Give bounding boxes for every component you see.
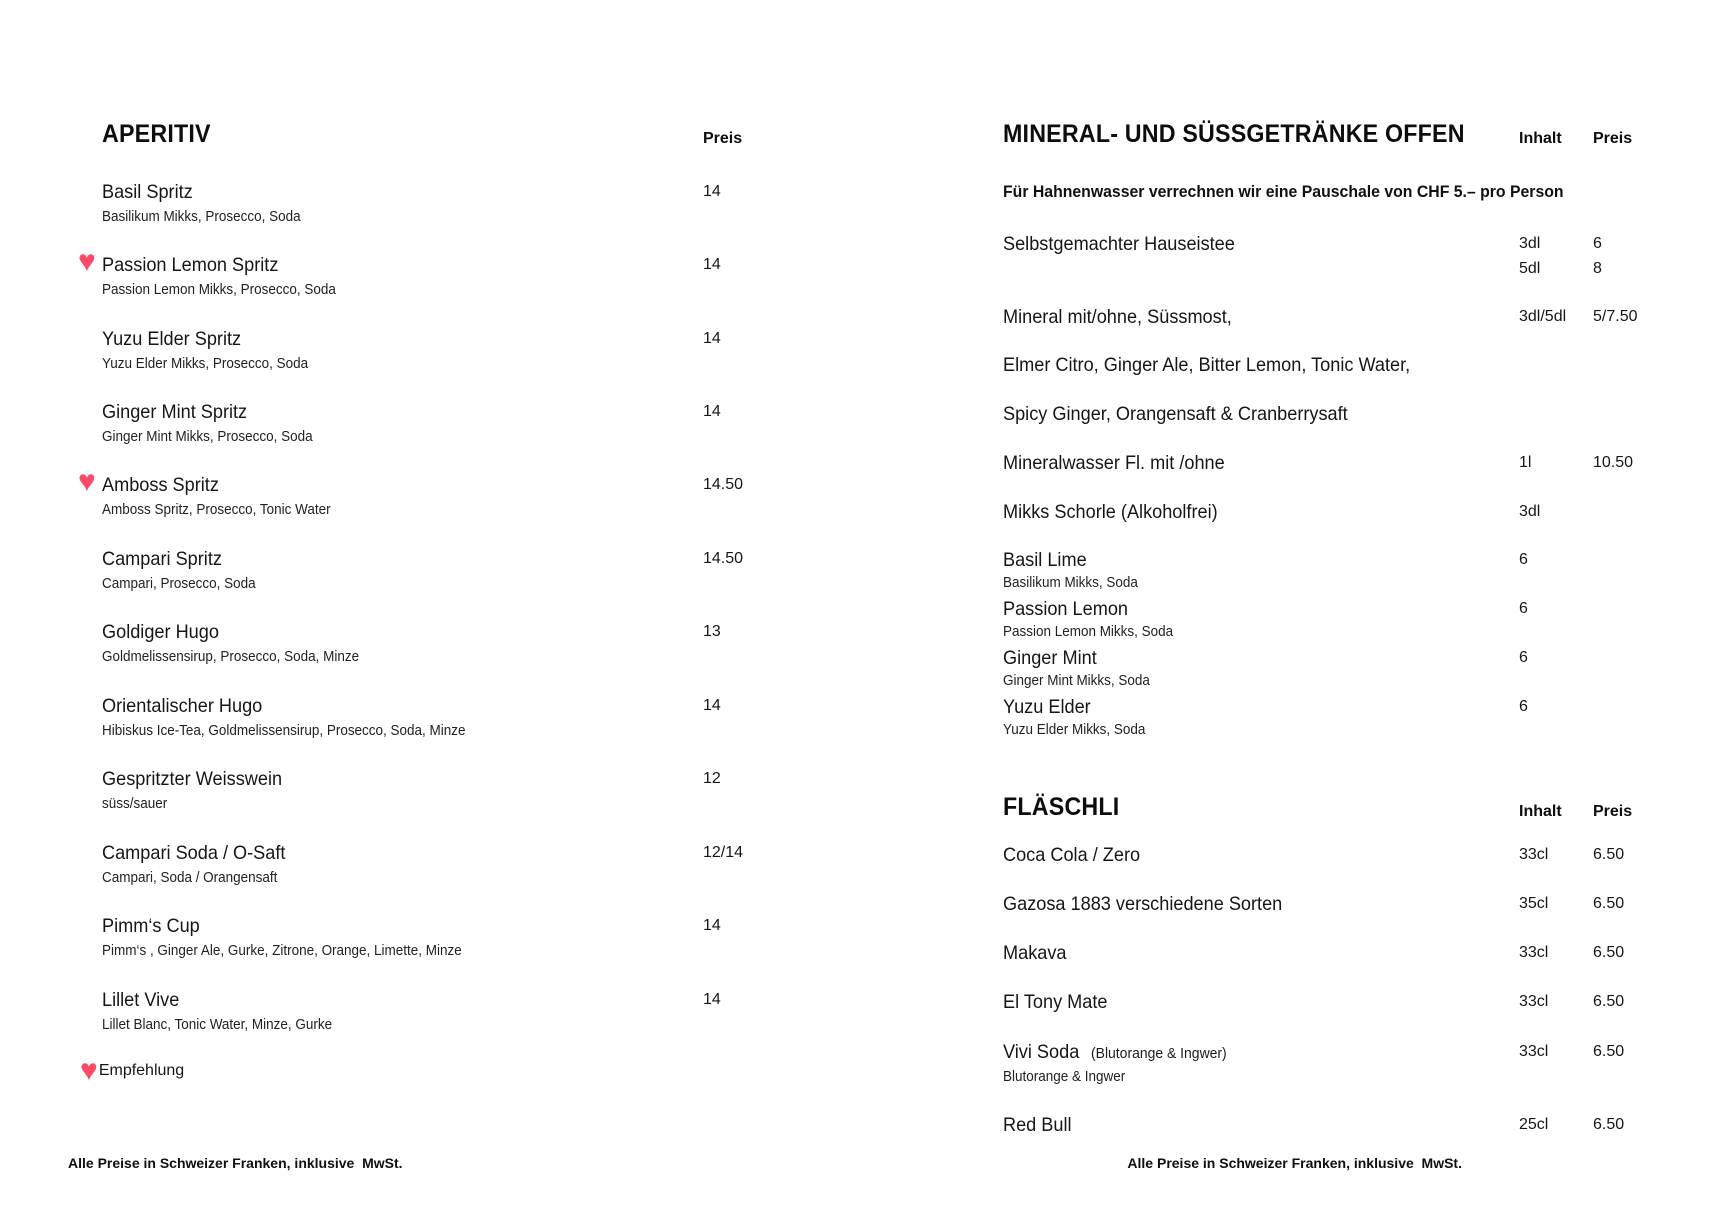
item-name: Red Bull (1003, 1114, 1072, 1136)
item-description: Campari, Prosecco, Soda (102, 576, 256, 592)
item-size: 25cl (1519, 1116, 1549, 1133)
flaeschli-inhalt-header: Inhalt (1519, 803, 1562, 820)
menu-item (1003, 232, 1703, 277)
menu-item (78, 245, 762, 299)
menu-item (102, 327, 762, 373)
item-name: Campari Soda / O-Saft (102, 842, 286, 864)
mineral-preis-header: Preis (1593, 130, 1633, 147)
item-description: Ginger Mint Mikks, Soda (1003, 673, 1150, 689)
item-name: Orientalischer Hugo (102, 695, 263, 717)
item-size: 33cl (1519, 1043, 1549, 1060)
item-name: Mineralwasser Fl. mit /ohne (1003, 452, 1225, 474)
item-name: Passion Lemon (1003, 598, 1129, 620)
item-description: Campari, Soda / Orangensaft (102, 870, 278, 886)
menu-item (1003, 500, 1703, 524)
menu-item (1003, 1113, 1703, 1137)
item-size: 33cl (1519, 944, 1549, 961)
item-price: 13 (703, 623, 721, 640)
item-name: Makava (1003, 942, 1067, 964)
recommendation-heart-icon: ♥ (78, 245, 96, 278)
item-name: Campari Spritz (102, 548, 222, 570)
item-name: Gespritzter Weisswein (102, 768, 283, 790)
item-name: Elmer Citro, Ginger Ale, Bitter Lemon, Tonic Water, (1003, 354, 1411, 376)
item-price: 14 (703, 330, 721, 347)
item-price: 14 (703, 917, 721, 934)
item-description: Ginger Mint Mikks, Prosecco, Soda (102, 429, 313, 445)
mineral-inhalt-header: Inhalt (1519, 130, 1562, 147)
item-description: süss/sauer (102, 796, 168, 812)
item-price: 12 (703, 770, 721, 787)
item-name: Coca Cola / Zero (1003, 844, 1141, 866)
flaeschli-preis-header: Preis (1593, 803, 1633, 820)
item-description: Passion Lemon Mikks, Soda (1003, 624, 1174, 640)
menu-item (1003, 695, 1703, 739)
menu-item (102, 547, 762, 593)
aperitiv-header (102, 120, 762, 149)
item-description: Lillet Blanc, Tonic Water, Minze, Gurke (102, 1017, 333, 1033)
item-price: 6 (1519, 698, 1528, 715)
item-name: Lillet Vive (102, 989, 180, 1011)
item-name: Mineral mit/ohne, Süssmost, (1003, 306, 1232, 328)
item-description: Pimm‘s , Ginger Ale, Gurke, Zitrone, Orange, Limette, Minze (102, 943, 462, 959)
item-price: 6.50 (1593, 1043, 1625, 1060)
item-description: Amboss Spritz, Prosecco, Tonic Water (102, 502, 331, 518)
item-description: Passion Lemon Mikks, Prosecco, Soda (102, 282, 336, 298)
menu-item (102, 988, 762, 1034)
mineral-header (1003, 120, 1703, 149)
item-description: Basilikum Mikks, Prosecco, Soda (102, 209, 301, 225)
item-price: 14.50 (703, 550, 744, 567)
item-price: 8 (1593, 260, 1602, 277)
item-description: Basilikum Mikks, Soda (1003, 575, 1138, 591)
item-price: 6.50 (1593, 1116, 1625, 1133)
menu-item (1003, 941, 1703, 965)
item-price: 6.50 (1593, 895, 1625, 912)
heart-icon: ♥ (80, 1054, 98, 1087)
item-name: Gazosa 1883 verschiedene Sorten (1003, 893, 1283, 915)
item-price: 14.50 (703, 476, 744, 493)
mineral-section-title: MINERAL- UND SÜSSGETRÄNKE OFFEN (1003, 120, 1465, 148)
legend-label: Empfehlung (98, 1062, 185, 1079)
item-size: 33cl (1519, 846, 1549, 863)
menu-item (1003, 892, 1703, 916)
flaeschli-header (1003, 793, 1703, 822)
item-price: 6 (1593, 235, 1602, 252)
item-name: Goldiger Hugo (102, 621, 219, 643)
item-name: Yuzu Elder Spritz (102, 328, 242, 350)
menu-item (102, 767, 762, 813)
item-price: 14 (703, 991, 721, 1008)
footer-note-right: Alle Preise in Schweizer Franken, inklusive MwSt. (1127, 1155, 1462, 1171)
menu-item (102, 620, 762, 666)
item-name: Spicy Ginger, Orangensaft & Cranberrysaft (1003, 403, 1348, 425)
item-size: 1l (1519, 454, 1532, 471)
item-description: Blutorange & Ingwer (1003, 1069, 1126, 1085)
menu-item (1003, 548, 1703, 592)
menu-item (102, 694, 762, 740)
item-price: 12/14 (703, 844, 744, 861)
menu-item (102, 841, 762, 887)
item-price: 5/7.50 (1593, 308, 1638, 325)
item-price: 6 (1519, 600, 1528, 617)
item-price: 6 (1519, 551, 1528, 568)
menu-item (1003, 305, 1703, 329)
item-description: Goldmelissensirup, Prosecco, Soda, Minze (102, 649, 360, 665)
flaeschli-section-title: FLÄSCHLI (1003, 793, 1120, 821)
aperitiv-preis-header: Preis (703, 130, 743, 147)
menu-item (1003, 451, 1703, 475)
menu-item (1003, 843, 1703, 867)
item-name: Amboss Spritz (102, 474, 219, 496)
item-size: 3dl/5dl (1519, 308, 1567, 325)
item-price: 6 (1519, 649, 1528, 666)
menu-item (1003, 1040, 1703, 1086)
item-price: 10.50 (1593, 454, 1634, 471)
item-size: 33cl (1519, 993, 1549, 1010)
recommendation-heart-icon: ♥ (78, 465, 96, 498)
menu-item (102, 914, 762, 960)
item-size: 35cl (1519, 895, 1549, 912)
menu-item (102, 400, 762, 446)
item-name: Passion Lemon Spritz (102, 254, 279, 276)
menu-item-continuation (1003, 353, 1703, 377)
item-name: El Tony Mate (1003, 991, 1108, 1013)
item-name: Vivi Soda (1003, 1041, 1080, 1063)
item-name-suffix: (Blutorange & Ingwer) (1091, 1045, 1227, 1062)
recommendation-legend (80, 1056, 184, 1086)
item-price: 14 (703, 403, 721, 420)
item-name: Ginger Mint Spritz (102, 401, 248, 423)
item-name: Basil Spritz (102, 181, 193, 203)
item-name: Selbstgemachter Hauseistee (1003, 233, 1235, 255)
tap-water-note: Für Hahnenwasser verrechnen wir eine Pauschale von CHF 5.– pro Person (1003, 182, 1564, 201)
item-size: 5dl (1519, 260, 1541, 277)
item-price: 6.50 (1593, 944, 1625, 961)
item-description: Hibiskus Ice-Tea, Goldmelissensirup, Prosecco, Soda, Minze (102, 723, 466, 739)
item-price: 6.50 (1593, 993, 1625, 1010)
item-name: Basil Lime (1003, 549, 1087, 571)
item-name: Ginger Mint (1003, 647, 1097, 669)
aperitiv-section-title: APERITIV (102, 120, 211, 148)
menu-item (1003, 646, 1703, 690)
menu-item (1003, 990, 1703, 1014)
menu-item-continuation (1003, 402, 1703, 426)
menu-item (78, 465, 762, 519)
item-description: Yuzu Elder Mikks, Prosecco, Soda (102, 356, 309, 372)
item-name: Pimm‘s Cup (102, 915, 200, 937)
item-description: Yuzu Elder Mikks, Soda (1003, 722, 1146, 738)
item-price: 14 (703, 256, 721, 273)
item-name: Mikks Schorle (Alkoholfrei) (1003, 501, 1218, 523)
item-price: 6.50 (1593, 846, 1625, 863)
menu-item (1003, 597, 1703, 641)
item-size: 3dl (1519, 503, 1541, 520)
item-size: 3dl (1519, 235, 1541, 252)
item-price: 14 (703, 183, 721, 200)
item-price: 14 (703, 697, 721, 714)
menu-item (102, 180, 762, 226)
item-name: Yuzu Elder (1003, 696, 1091, 718)
footer-note-left: Alle Preise in Schweizer Franken, inklusive MwSt. (68, 1155, 403, 1171)
